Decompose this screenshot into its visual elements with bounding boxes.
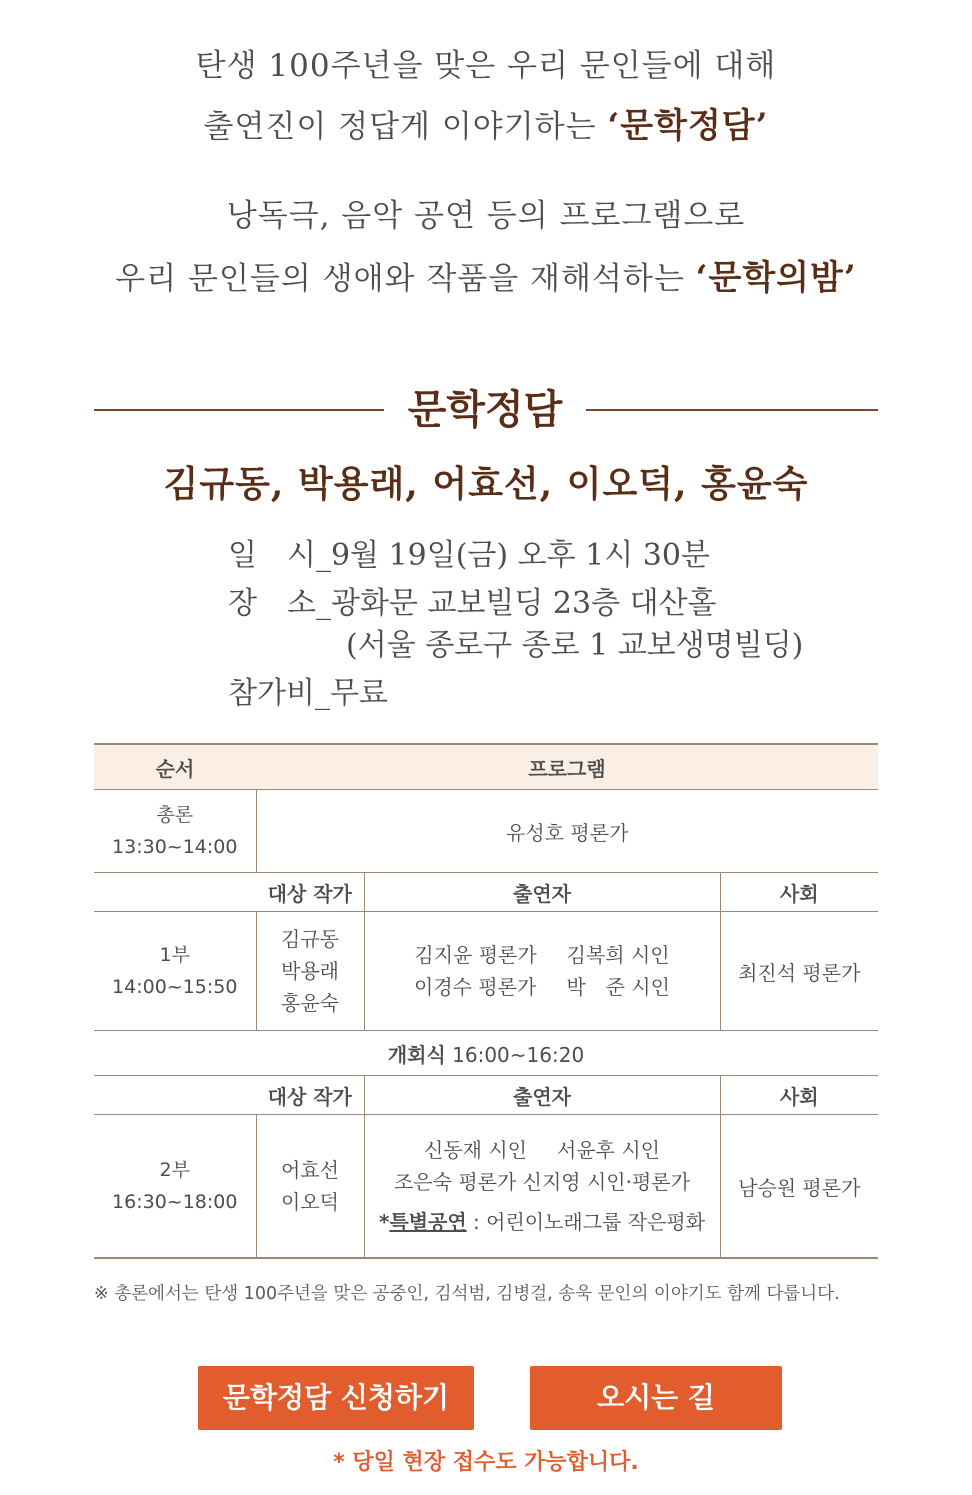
overview-cell — [94, 790, 256, 873]
info-address: (서울 종로구 종로 1 교보생명빌딩) — [346, 628, 804, 663]
col-order-header: 순서 — [94, 744, 256, 790]
directions-button[interactable]: 오시는 길 — [530, 1366, 782, 1430]
intro-line-2-text: 출연진이 정답게 이야기하는 — [203, 109, 608, 145]
cast-member: 신동재 시인 — [424, 1138, 527, 1162]
section-title: 문학정담 — [407, 386, 563, 433]
part2-time: 16:30~18:00 — [112, 1191, 238, 1213]
special-label: 특별공연 — [389, 1210, 467, 1234]
overview-time: 13:30~14:00 — [112, 836, 238, 858]
cast-member: 이경수 평론가 — [414, 975, 537, 999]
special-prefix: * — [378, 1210, 390, 1234]
part1-cast — [364, 912, 720, 1031]
intro-line-4-highlight: ‘문학의밤’ — [695, 258, 857, 298]
heading-rule-left — [94, 409, 384, 411]
intro-line-2-highlight: ‘문학정담’ — [607, 106, 769, 146]
part2-subheader-row — [94, 1076, 878, 1115]
opening-row — [94, 1031, 878, 1076]
part1-subheader-row — [94, 873, 878, 912]
info-place — [228, 578, 717, 622]
part1-host: 최진석 평론가 — [720, 912, 878, 1031]
part2-host-header: 사회 — [720, 1076, 878, 1115]
intro-line-1: 탄생 100주년을 맞은 우리 문인들에 대해 — [195, 48, 777, 84]
part2-name: 2부 — [159, 1159, 190, 1181]
overview-speaker: 유성호 평론가 — [256, 790, 878, 873]
date-value: 9월 19일(금) 오후 1시 30분 — [330, 538, 710, 573]
part2-host: 남승원 평론가 — [720, 1115, 878, 1259]
part1-name: 1부 — [159, 944, 190, 966]
date-label: 일 시_ — [228, 538, 331, 573]
part1-time: 14:00~15:50 — [112, 976, 238, 998]
part1-row — [94, 912, 878, 1031]
cast-member: 서윤후 시인 — [557, 1138, 660, 1162]
special-performance — [365, 1206, 720, 1238]
info-date — [228, 530, 710, 574]
intro-line-4 — [0, 250, 972, 299]
fee-value: 무료 — [329, 676, 388, 711]
program-table — [94, 743, 878, 1259]
cast-member: 신지영 시인·평론가 — [522, 1170, 690, 1194]
special-value: : 어린이노래그룹 작은평화 — [466, 1210, 706, 1234]
list-item: 이오덕 — [281, 1190, 339, 1214]
opening-cell — [94, 1031, 878, 1076]
fee-label: 참가비_ — [228, 676, 330, 711]
list-item: 박용래 — [281, 959, 339, 983]
col-program-header: 프로그램 — [256, 744, 878, 790]
part1-cell — [94, 912, 256, 1031]
intro-line-3: 낭독극, 음악 공연 등의 프로그램으로 — [226, 198, 746, 234]
list-item: 홍윤숙 — [281, 991, 339, 1015]
part2-cast — [364, 1115, 720, 1259]
author-list: 김규동, 박용래, 어효선, 이오덕, 홍윤숙 — [163, 463, 809, 505]
part2-cell — [94, 1115, 256, 1259]
overview-row — [94, 790, 878, 873]
opening-label: 개회식 — [387, 1042, 446, 1067]
opening-time: 16:00~16:20 — [452, 1042, 585, 1067]
overview-name: 총론 — [156, 804, 194, 826]
cast-member: 조은숙 평론가 — [394, 1170, 517, 1194]
onsite-note: * 당일 현장 접수도 가능합니다. — [333, 1450, 639, 1475]
cast-member: 김지윤 평론가 — [414, 943, 537, 967]
intro-line-4-text: 우리 문인들의 생애와 작품을 재해석하는 — [115, 261, 696, 297]
place-label: 장 소_ — [228, 586, 331, 621]
info-fee — [228, 668, 388, 712]
part1-authors — [256, 912, 364, 1031]
apply-button[interactable]: 문학정담 신청하기 — [198, 1366, 474, 1430]
heading-rule-right — [586, 409, 878, 411]
part2-cast-header: 출연자 — [364, 1076, 720, 1115]
footnote: ※ 총론에서는 탄생 100주년을 맞은 공중인, 김석범, 김병걸, 송욱 문인의 이야기도 함께 다룹니다. — [94, 1284, 840, 1304]
place-value: 광화문 교보빌딩 23층 대산홀 — [330, 586, 717, 621]
cast-member: 박 준 시인 — [566, 975, 670, 999]
part2-authors — [256, 1115, 364, 1259]
part1-target-header: 대상 작가 — [256, 873, 364, 912]
part2-row — [94, 1115, 878, 1259]
list-item: 어효선 — [281, 1158, 339, 1182]
part1-cast-header: 출연자 — [364, 873, 720, 912]
intro-line-2 — [0, 98, 972, 147]
part1-host-header: 사회 — [720, 873, 878, 912]
section-heading — [0, 378, 972, 438]
part2-target-header: 대상 작가 — [256, 1076, 364, 1115]
list-item: 김규동 — [281, 927, 339, 951]
cast-member: 김복희 시인 — [566, 943, 670, 967]
table-header-row — [94, 744, 878, 790]
